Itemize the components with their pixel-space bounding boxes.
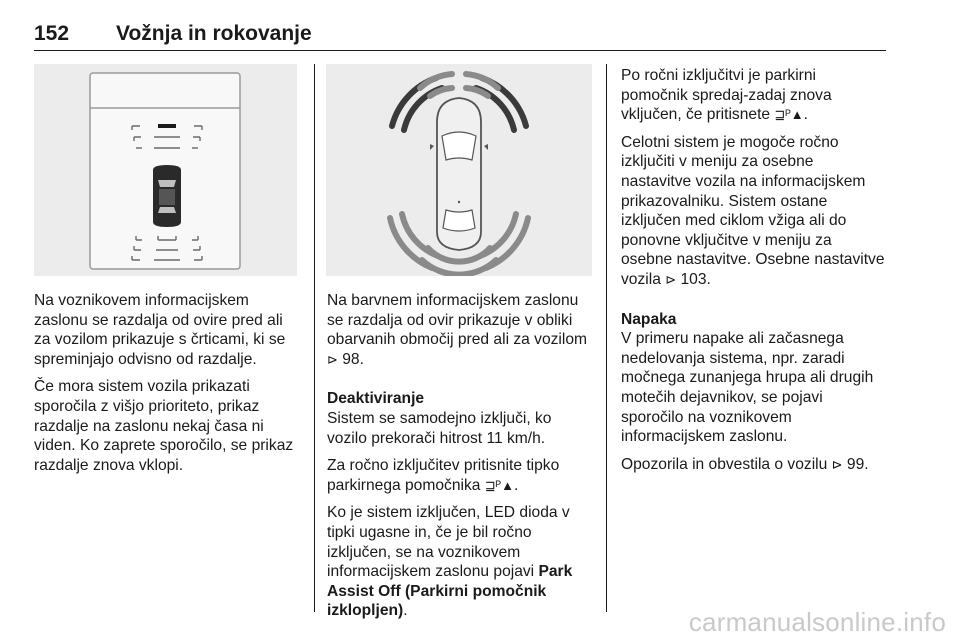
- park-assist-bars-illustration: [34, 64, 297, 276]
- column-divider: [314, 64, 315, 612]
- paragraph: Po ročni izključitvi je parkirni pomočnik spredaj-zadaj znova vključen, če pritisnete ⊒ᴾ▲.: [621, 67, 832, 124]
- reference-arrow-icon: ⊳: [327, 351, 338, 367]
- column-3: [621, 66, 887, 482]
- reference-arrow-icon: ⊳: [665, 271, 677, 287]
- park-assist-button-icon: ⊒ᴾ▲: [774, 107, 804, 123]
- paragraph: V primeru napake ali začasnega nedelovanja sistema, npr. zaradi močnega zunanjega hrupa ali drugih motečih dejavnikov, se pojavi sporočilo na voznikovem informacijskem zaslonu.: [621, 330, 874, 446]
- page-reference: 99.: [846, 455, 869, 473]
- watermark: carmanualsonline.info: [688, 607, 946, 637]
- paragraph: Celotni sistem je mogoče ročno izključiti v meniju za osebne nastavitve vozila na informacijskem prikazovalniku. Sistem ostane izključen med ciklom vžiga ali do ponovne vključitve v meniju za osebne nastavitve. Osebne nastavitve vozila ⊳ 103.: [621, 133, 885, 288]
- paragraph: Sistem se samodejno izključi, ko vozilo prekorači hitrost 11 km/h.: [327, 409, 552, 447]
- reference-arrow-icon: ⊳: [831, 456, 843, 472]
- paragraph: Ko je sistem izključen, LED dioda v tipki ugasne in, če je bil ročno izključen, se na voznikovem informacijskem zaslonu pojavi Park Assist Off (Parkirni pomočnik izklopljen).: [327, 504, 573, 620]
- paragraph: Za ročno izključitev pritisnite tipko parkirnega pomočnika ⊒ᴾ▲.: [327, 457, 560, 494]
- page-number: 152: [34, 22, 70, 45]
- chapter-title: Vožnja in rokovanje: [116, 22, 312, 45]
- column-2: [327, 291, 595, 629]
- page-reference: 103.: [680, 270, 711, 288]
- section-heading-deactivation: Deaktiviranje: [327, 390, 425, 408]
- park-assist-button-icon: ⊒ᴾ▲: [484, 477, 514, 493]
- header-rule: [34, 50, 886, 51]
- paragraph: Opozorila in obvestila o vozilu ⊳ 99.: [621, 455, 869, 473]
- section-heading-fault: Napaka: [621, 310, 677, 328]
- driver-info-display-figure: [34, 64, 297, 276]
- display-message: Park Assist Off (Parkirni pomočnik izklopljen): [327, 563, 573, 620]
- colour-info-display-figure: [326, 64, 592, 276]
- park-assist-zones-illustration: [326, 64, 592, 276]
- paragraph: Če mora sistem vozila prikazati sporočila z višjo prioriteto, prikaz razdalje na zaslonu nekaj časa ni viden. Ko zaprete sporočilo, se prikaz razdalje znova vklopi.: [34, 378, 294, 474]
- column-1: [34, 291, 302, 483]
- page-reference: 98.: [342, 350, 364, 368]
- paragraph: Na barvnem informacijskem zaslonu se razdalja od ovir prikazuje v obliki obarvanih območij pred ali za vozilom ⊳ 98.: [327, 292, 588, 368]
- column-divider: [606, 64, 607, 612]
- page-header: [34, 22, 884, 52]
- paragraph: Na voznikovem informacijskem zaslonu se razdalja od ovire pred ali za vozilom prikazuje s črticami, ki se spreminjajo odvisno od razdalje.: [34, 292, 286, 368]
